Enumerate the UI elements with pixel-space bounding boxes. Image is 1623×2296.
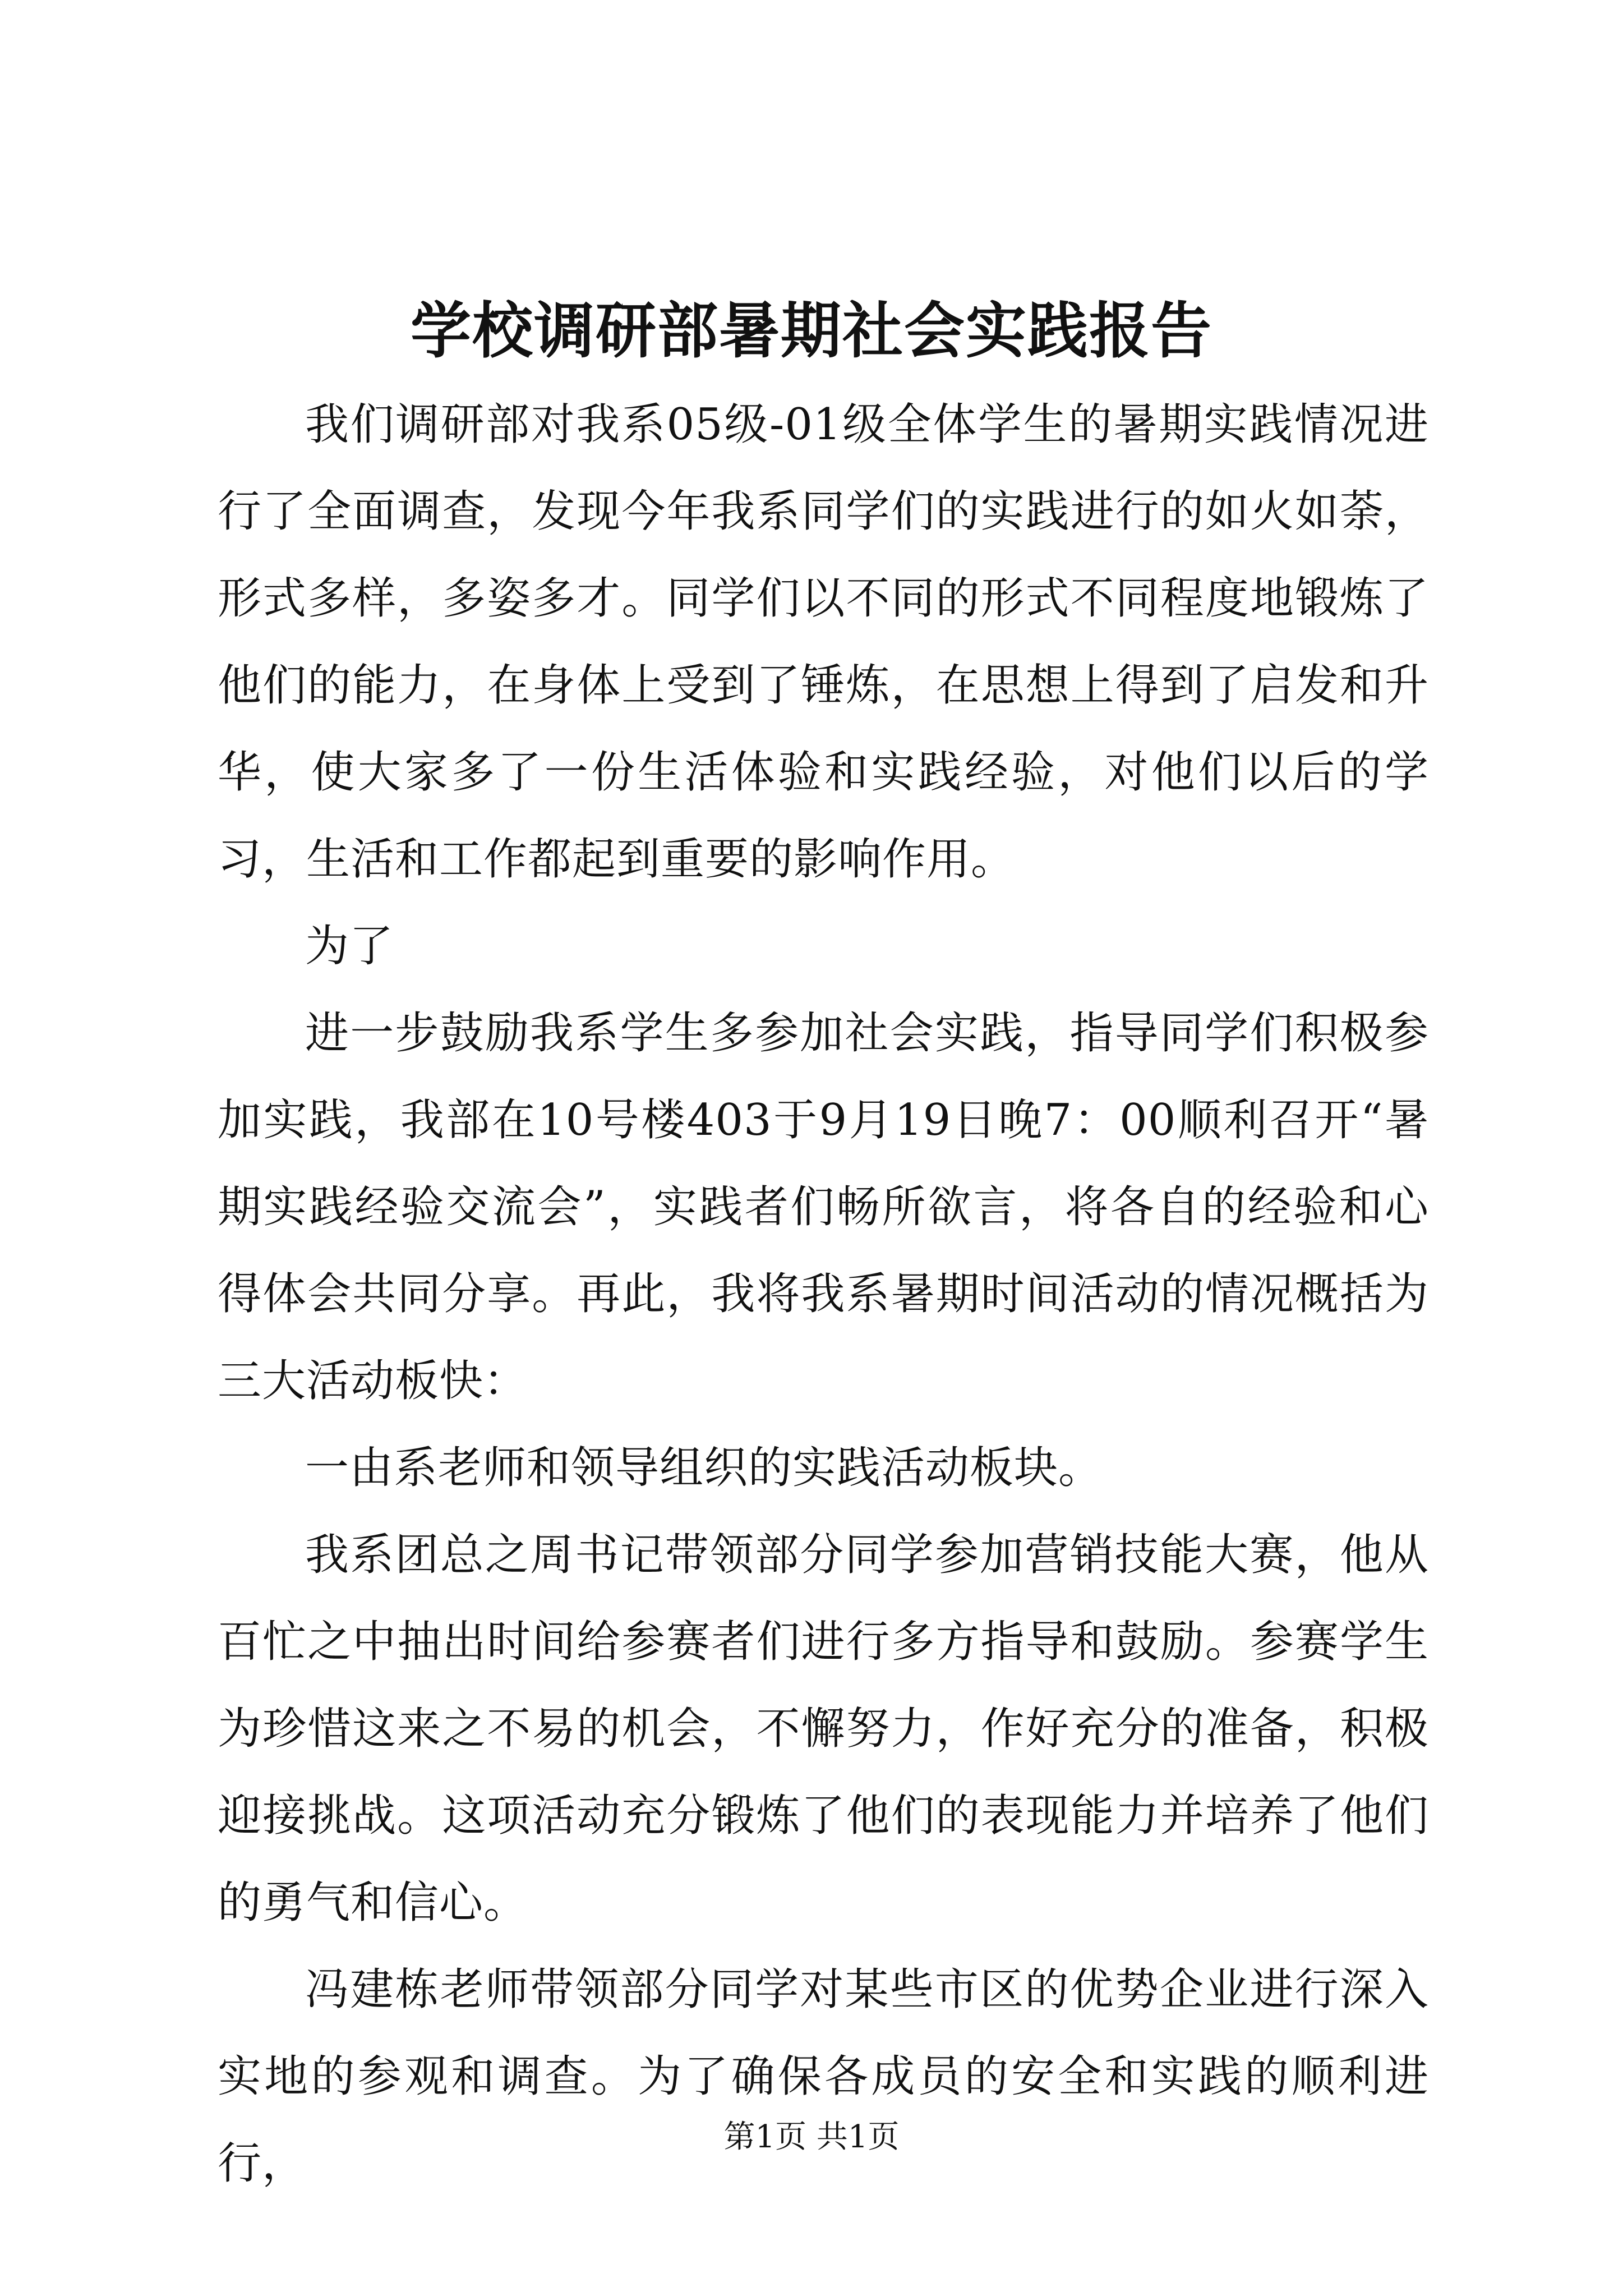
document-title: 学校调研部暑期社会实践报告 (410, 296, 1212, 366)
paragraph: 为了 (305, 921, 394, 972)
paragraph: 冯建栋老师带领部分同学对某些市区的优势企业进行深入实地的参观和调查。为了确保各成员的安全和实践的顺利进行， (218, 1964, 1429, 2189)
document-body (218, 381, 1429, 2207)
paragraph: 一由系老师和领导组织的实践活动板块。 (305, 1443, 1103, 1493)
paragraph: 进一步鼓励我系学生多参加社会实践，指导同学们积极参加实践，我部在10号楼403于9月19日晚7：00顺利召开“暑期实践经验交流会”，实践者们畅所欲言，将各自的经验和心得体会共同分享。再此，我将我系暑期时间活动的情况概括为三大活动板快： (218, 1008, 1429, 1406)
paragraph: 我们调研部对我系05级-01级全体学生的暑期实践情况进行了全面调查，发现今年我系同学们的实践进行的如火如荼，形式多样，多姿多才。同学们以不同的形式不同程度地锻炼了他们的能力，在身体上受到了锤炼，在思想上得到了启发和升华，使大家多了一份生活体验和实践经验，对他们以后的学习，生活和工作都起到重要的影响作用。 (218, 399, 1429, 885)
page-number-footer: 第1页 共1页 (723, 2119, 900, 2155)
paragraph: 我系团总之周书记带领部分同学参加营销技能大赛，他从百忙之中抽出时间给参赛者们进行多方指导和鼓励。参赛学生为珍惜这来之不易的机会，不懈努力，作好充分的准备，积极迎接挑战。这项活动充分锻炼了他们的表现能力并培养了他们的勇气和信心。 (218, 1530, 1429, 1928)
